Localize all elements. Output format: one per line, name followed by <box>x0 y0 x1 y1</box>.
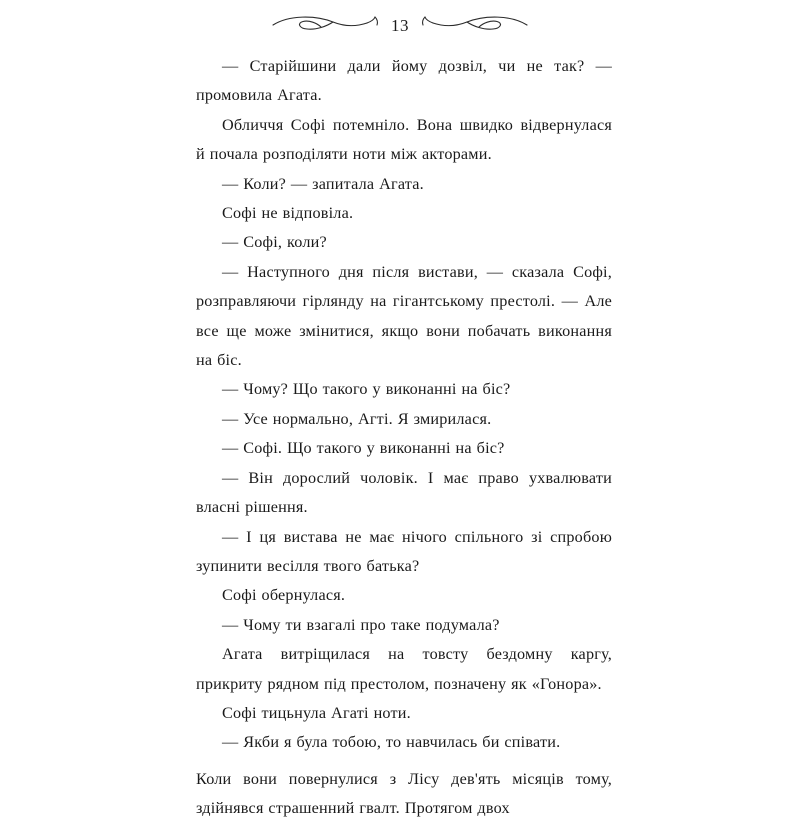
paragraph: — І ця вистава не має нічого спільного зі спробою зупинити весілля твого батька? <box>196 527 612 575</box>
page-number: 13 <box>391 15 409 35</box>
paragraph: — Коли? — запитала Агата. <box>222 174 424 193</box>
paragraph: — Чому ти взагалі про таке подумала? <box>222 615 500 634</box>
paragraph: — Якби я була тобою, то навчилась би співати. <box>222 733 561 752</box>
paragraph: — Чому? Що такого у виконанні на біс? <box>222 380 511 399</box>
paragraph: — Софі. Що такого у виконанні на біс? <box>222 439 505 458</box>
running-head <box>0 6 800 46</box>
flourish-left-ornament <box>271 11 381 42</box>
paragraph: — Софі, коли? <box>222 233 327 252</box>
body-text <box>196 52 612 758</box>
paragraph: — Старійшини дали йому дозвіл, чи не так? — промовила Агата. <box>196 57 612 105</box>
paragraph: Агата витріщилася на товсту бездомну каргу, прикриту рядном під престолом, позначену як «Гонора». <box>196 645 612 693</box>
paragraph: — Він дорослий чоловік. І має право ухвалювати власні рішення. <box>196 468 612 517</box>
paragraph: Софі не відповіла. <box>222 204 354 223</box>
paragraph: Коли вони повернулися з Лісу дев'ять місяців тому, здійнявся страшенний гвалт. Протягом двох <box>196 770 612 818</box>
paragraph: Софі обернулася. <box>222 586 346 605</box>
paragraph: Софі тицьнула Агаті ноти. <box>222 703 411 722</box>
body-text-continued <box>196 765 612 824</box>
paragraph: Обличчя Софі потемніло. Вона швидко відвернулася й почала розподіляти ноти між акторами. <box>196 115 612 164</box>
flourish-right-ornament <box>419 11 529 42</box>
paragraph: — Наступного дня після вистави, — сказала Софі, розправляючи гірлянду на гігантському престолі. — Але все ще може змінитися, якщо вони побачать виконання на біс. <box>196 262 612 370</box>
paragraph: — Усе нормально, Агті. Я змирилася. <box>222 409 492 428</box>
